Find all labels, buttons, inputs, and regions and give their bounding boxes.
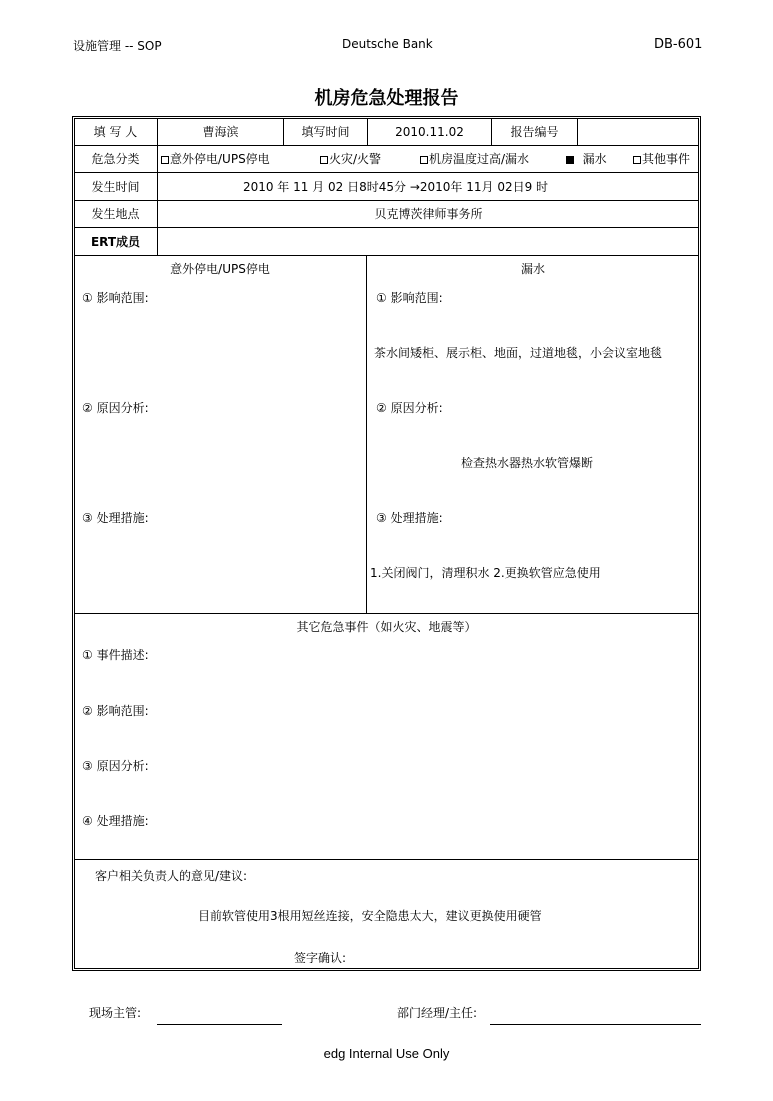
report-no-label: 报告编号 [510,125,559,139]
category-option-leak[interactable]: 漏水 [566,150,607,167]
opinion-label: 客户相关负责人的意见/建议: [95,869,248,883]
right-scope-label: ① 影响范围: [376,291,443,305]
manager-signature-line[interactable] [490,1024,701,1025]
page-title: 机房危急处理报告 [314,88,459,109]
other-scope-label: ② 影响范围: [82,704,149,718]
filler-value[interactable]: 曹海滨 [202,125,239,139]
occur-time-value[interactable]: 2010 年 11 月 02 日8时45分 →2010年 11月 02日9 时 [242,179,549,194]
other-action-label: ④ 处理措施: [82,814,149,828]
left-panel-title: 意外停电/UPS停电 [170,261,270,276]
header-left: 设施管理 -- SOP [73,39,162,53]
right-panel-title: 漏水 [520,261,545,276]
right-cause-label: ② 原因分析: [376,401,443,415]
left-scope-label: ① 影响范围: [82,291,149,305]
fill-time-label: 填写时间 [301,125,350,139]
location-value[interactable]: 贝克博茨律师事务所 [374,207,483,221]
right-action-label: ③ 处理措施: [376,511,443,525]
sign-label: 签字确认: [294,951,347,965]
col-divider [366,255,367,613]
right-action-value[interactable]: 1.关闭阀门，清理积水 2.更换软管应急使用 [370,566,601,580]
row-divider [74,255,699,256]
category-option-fire[interactable]: 火灾/火警 [320,150,381,167]
ert-label: ERT成员 [90,234,141,249]
report-no-value[interactable] [578,118,699,145]
left-cause-label: ② 原因分析: [82,401,149,415]
category-option-temperature[interactable]: 机房温度过高/漏水 [420,150,529,167]
supervisor-label: 现场主管: [89,1006,142,1020]
checkbox-icon [161,156,169,164]
other-cause-label: ③ 原因分析: [82,759,149,773]
filler-label: 填 写 人 [93,125,138,139]
supervisor-signature-line[interactable] [157,1024,282,1025]
category-option-power[interactable]: 意外停电/UPS停电 [161,150,270,167]
checkbox-icon [320,156,328,164]
manager-label: 部门经理/主任: [397,1006,478,1020]
header-center: Deutsche Bank [342,37,433,51]
location-label: 发生地点 [91,207,140,221]
other-desc-label: ① 事件描述: [82,648,149,662]
footer-note: edg Internal Use Only [323,1046,450,1061]
checkbox-icon [420,156,428,164]
opinion-value[interactable]: 目前软管使用3根用短丝连接，安全隐患太大，建议更换使用硬管 [198,909,542,923]
left-action-label: ③ 处理措施: [82,511,149,525]
other-panel-title: 其它危急事件（如火灾、地震等） [296,619,477,634]
header-right: DB-601 [654,37,703,52]
category-option-other[interactable]: 其他事件 [633,150,690,167]
checkbox-checked-icon [566,156,574,164]
occur-time-label: 发生时间 [91,179,140,194]
fill-time-value[interactable]: 2010.11.02 [395,124,464,139]
ert-value[interactable] [158,227,699,255]
category-label: 危急分类 [91,152,140,166]
row-divider [74,859,699,860]
row-divider [74,613,699,614]
row-divider [74,145,699,146]
right-scope-value[interactable]: 茶水间矮柜、展示柜、地面，过道地毯，小会议室地毯 [374,346,663,360]
right-cause-value[interactable]: 检查热水器热水软管爆断 [461,456,594,470]
checkbox-icon [633,156,641,164]
